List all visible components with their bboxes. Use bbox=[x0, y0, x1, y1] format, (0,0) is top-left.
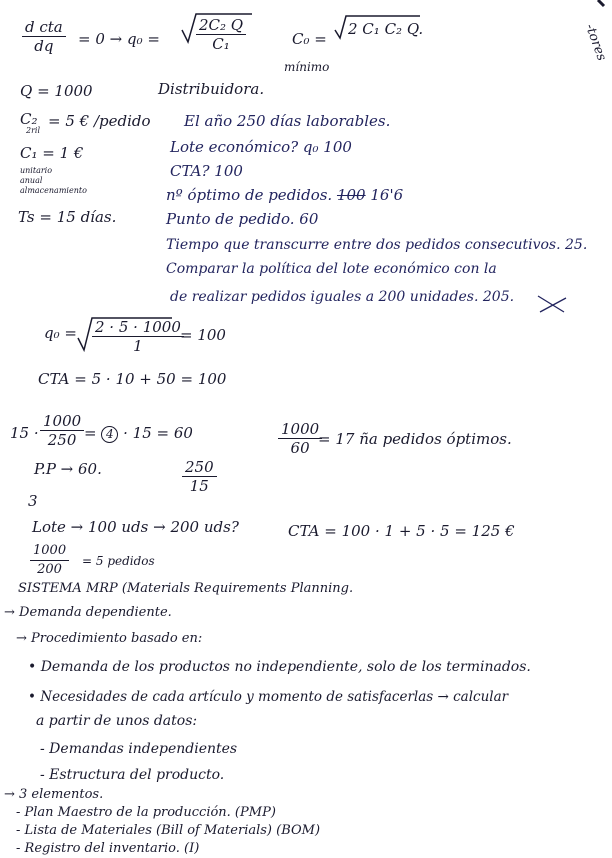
derivative-fraction bbox=[22, 18, 66, 55]
problem-line-3: CTA? 100 bbox=[170, 162, 243, 180]
mrp-dash-2: - Estructura del producto. bbox=[40, 767, 225, 783]
problem-line-7: Comparar la política del lote económico con la bbox=[166, 261, 497, 277]
ratio-numerator: 250 bbox=[182, 458, 217, 477]
cta-200: CTA = 100 · 1 + 5 · 5 = 125 € bbox=[288, 522, 515, 540]
given-c1: C₁ = 1 € bbox=[20, 144, 84, 162]
mrp-bullet-1: • Demanda de los productos no independiente, solo de los terminados. bbox=[28, 659, 531, 675]
n-orders-numerator: 1000 bbox=[278, 420, 322, 439]
derivative-denominator: dq bbox=[34, 37, 54, 55]
lote-comparison: Lote → 100 uds → 200 uds? bbox=[32, 518, 239, 536]
n-orders-result: = 17 ña pedidos óptimos. bbox=[318, 430, 512, 448]
mrp-dash-1: - Demandas independientes bbox=[40, 741, 238, 757]
equals-zero-text: = 0 → q₀ = bbox=[78, 30, 160, 48]
problem-line-5: Punto de pedido. 60 bbox=[166, 210, 319, 228]
pp-calc-numerator: 1000 bbox=[40, 412, 84, 431]
pp-calc-denominator: 250 bbox=[47, 431, 77, 449]
n-orders-fraction bbox=[278, 420, 322, 457]
pp-calc-fraction bbox=[40, 412, 84, 449]
problem-line-8-text: de realizar pedidos iguales a 200 unidades. bbox=[170, 289, 479, 305]
five-orders-result: = 5 pedidos bbox=[82, 554, 155, 568]
mrp-demand: → Demanda dependiente. bbox=[4, 605, 172, 620]
q0-calc-denominator: 1 bbox=[133, 337, 143, 355]
given-c1-note-2: anual bbox=[20, 176, 43, 185]
problem-line-8 bbox=[170, 288, 514, 306]
problem-line-1: El año 250 días laborables. bbox=[184, 112, 391, 130]
derivative-numerator: d cta bbox=[22, 18, 66, 37]
mrp-element-3: - Registro del inventario. (I) bbox=[16, 841, 200, 856]
problem-line-2: Lote económico? q₀ 100 bbox=[170, 138, 352, 156]
given-c2-symbol: C₂ bbox=[20, 110, 38, 128]
problem-line-4-crossed: 100 bbox=[336, 186, 366, 204]
mrp-bullet-2: • Necesidades de cada artículo y momento de satisfacerlas → calcular bbox=[28, 689, 509, 705]
problem-line-4 bbox=[166, 186, 403, 204]
cost-label: C₀ = bbox=[292, 30, 327, 48]
given-c2-subscript: 2ril bbox=[26, 126, 41, 135]
pp-arrow-note: P.P → 60. bbox=[34, 460, 102, 478]
margin-word: -tores bbox=[581, 22, 610, 63]
item-three: 3 bbox=[28, 492, 38, 510]
mrp-bullet-2-cont: a partir de unos datos: bbox=[36, 713, 198, 729]
q0-sqrt-fraction bbox=[196, 16, 246, 53]
given-q: Q = 1000 bbox=[20, 82, 93, 100]
pp-calc-result: · 15 = 60 bbox=[123, 424, 193, 442]
problem-line-6: Tiempo que transcurre entre dos pedidos consecutivos. 25. bbox=[166, 237, 588, 253]
ratio-fraction bbox=[182, 458, 217, 495]
given-c2-value: = 5 € /pedido bbox=[48, 112, 151, 130]
q0-calc-result: = 100 bbox=[180, 326, 226, 344]
mrp-procedure: → Procedimiento basado en: bbox=[16, 631, 203, 646]
q0-calc-fraction bbox=[92, 318, 184, 355]
problem-line-8-answer: 205. bbox=[482, 289, 515, 305]
ratio-denominator: 15 bbox=[189, 477, 209, 495]
given-c1-note-3: almacenamiento bbox=[20, 186, 87, 195]
q0-calc-numerator: 2 · 5 · 1000 bbox=[92, 318, 184, 337]
problem-line-4-result: 16'6 bbox=[370, 186, 404, 204]
minimo-note: mínimo bbox=[284, 60, 330, 74]
problem-line-4-text: nº óptimo de pedidos. bbox=[166, 186, 333, 204]
mrp-element-1: - Plan Maestro de la producción. (PMP) bbox=[16, 805, 276, 820]
five-orders-fraction bbox=[30, 542, 69, 579]
cta-calc: CTA = 5 · 10 + 50 = 100 bbox=[38, 370, 227, 388]
q0-calc-label: q₀ = bbox=[44, 324, 77, 342]
problem-title: Distribuidora. bbox=[158, 80, 265, 98]
pp-circled-number: 4 bbox=[101, 426, 118, 443]
five-orders-denominator: 200 bbox=[37, 562, 62, 577]
pp-calc-prefix: 15 · bbox=[10, 424, 39, 442]
five-orders-numerator: 1000 bbox=[30, 542, 69, 561]
mrp-element-2: - Lista de Materiales (Bill of Materials) (BOM) bbox=[16, 823, 321, 838]
q0-sqrt-denominator: C₁ bbox=[212, 35, 230, 53]
n-orders-denominator: 60 bbox=[290, 439, 310, 457]
mrp-title: SISTEMA MRP (Materials Requirements Planning. bbox=[18, 581, 354, 596]
given-c1-note-1: unitario bbox=[20, 166, 53, 175]
pp-calc-tail: = 4 · 15 = 60 bbox=[84, 424, 193, 442]
q0-sqrt-numerator: 2C₂ Q bbox=[196, 16, 246, 35]
mrp-three-elements: → 3 elementos. bbox=[4, 787, 104, 802]
cost-expression: 2 C₁ C₂ Q. bbox=[348, 20, 424, 38]
given-ts: Ts = 15 días. bbox=[18, 208, 117, 226]
